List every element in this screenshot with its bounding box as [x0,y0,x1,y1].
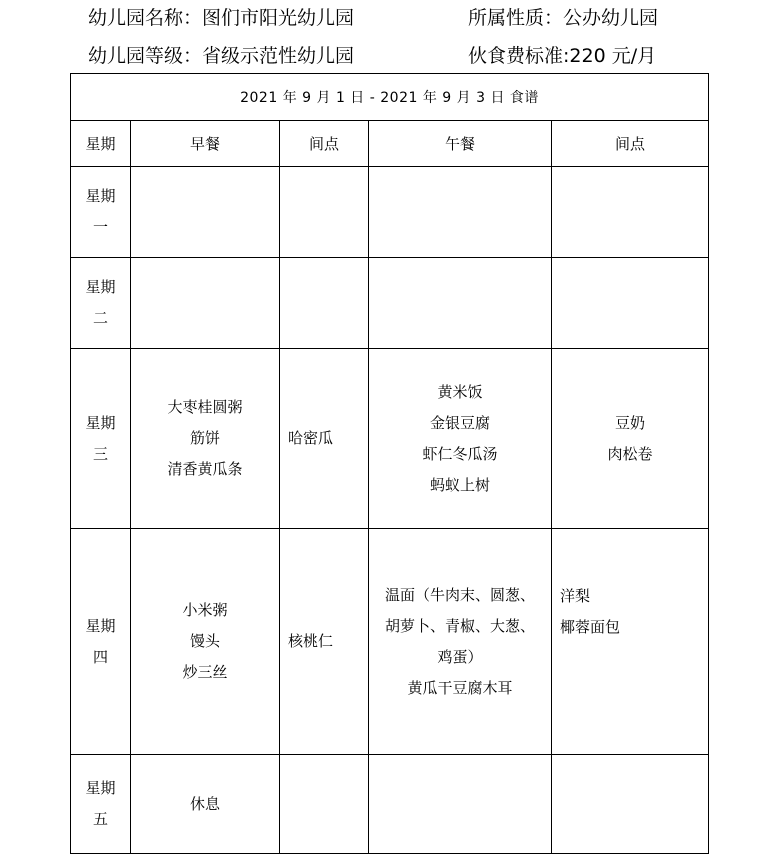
col-header-snack-am: 间点 [280,121,369,167]
weekly-menu-table [70,73,709,854]
menu-item: 温面（牛肉末、圆葱、 [384,585,535,604]
menu-item: 筋饼 [189,429,220,447]
weekday-label: 星期 [85,616,116,635]
lunch-cell [369,167,552,258]
lunch-cell [369,258,552,349]
table-row [71,529,709,755]
weekday-cell [71,349,131,529]
breakfast-cell [131,755,280,854]
menu-item: 核桃仁 [288,632,334,650]
table-row [71,349,709,529]
weekday-number: 一 [92,218,108,236]
snack-pm-cell [552,529,709,755]
menu-item: 豆奶 [615,413,646,432]
lunch-cell [369,755,552,854]
weekday-label: 星期 [85,187,116,205]
weekday-cell [71,167,131,258]
snack-pm-cell [552,349,709,529]
col-header-lunch: 午餐 [369,121,552,167]
lunch-cell [369,529,552,755]
menu-item: 馒头 [189,632,220,650]
weekday-label: 星期 [85,779,116,797]
snack-am-cell [280,167,369,258]
menu-item: 炒三丝 [182,663,228,681]
weekday-cell [71,258,131,349]
weekday-number: 五 [92,810,108,828]
menu-title-row [71,74,709,121]
menu-item: 黄米饭 [437,382,483,401]
menu-item: 虾仁冬瓜汤 [422,444,498,463]
snack-am-cell [280,529,369,755]
table-row [71,755,709,854]
kindergarten-level: 幼儿园等级：省级示范性幼儿园 [88,45,355,67]
menu-item: 小米粥 [182,601,228,619]
menu-item: 哈密瓜 [288,429,334,447]
menu-item: 清香黄瓜条 [167,460,243,478]
menu-item: 胡萝卜、青椒、大葱、 [384,616,535,635]
menu-item: 休息 [189,794,220,813]
snack-am-cell [280,258,369,349]
weekday-number: 四 [92,647,108,666]
menu-item: 鸡蛋） [437,647,483,666]
menu-title: 2021 年 9 月 1 日 - 2021 年 9 月 3 日 食谱 [71,74,709,121]
col-header-breakfast: 早餐 [131,121,280,167]
breakfast-cell [131,167,280,258]
menu-item: 大枣桂圆粥 [167,398,243,416]
column-header-row [71,121,709,167]
menu-item: 黄瓜干豆腐木耳 [407,678,513,697]
breakfast-cell [131,349,280,529]
lunch-cell [369,349,552,529]
weekday-cell [71,755,131,854]
weekday-number: 二 [92,309,108,327]
weekday-cell [71,529,131,755]
breakfast-cell [131,258,280,349]
col-header-snack-pm: 间点 [552,121,709,167]
kindergarten-nature: 所属性质：公办幼儿园 [468,7,659,29]
breakfast-cell [131,529,280,755]
weekday-label: 星期 [85,413,116,432]
menu-item: 肉松卷 [607,444,653,463]
table-row [71,167,709,258]
snack-am-cell [280,755,369,854]
meal-fee-standard: 伙食费标准:220 元/月 [468,45,657,67]
weekday-label: 星期 [85,278,116,296]
menu-item: 金银豆腐 [429,413,490,432]
weekday-number: 三 [92,444,108,463]
snack-am-cell [280,349,369,529]
snack-pm-cell [552,258,709,349]
menu-item: 椰蓉面包 [560,618,621,636]
menu-item: 洋梨 [560,587,591,605]
menu-item: 蚂蚁上树 [429,475,490,494]
snack-pm-cell [552,167,709,258]
kindergarten-name: 幼儿园名称：图们市阳光幼儿园 [88,7,355,29]
col-header-weekday: 星期 [71,121,131,167]
snack-pm-cell [552,755,709,854]
table-row [71,258,709,349]
